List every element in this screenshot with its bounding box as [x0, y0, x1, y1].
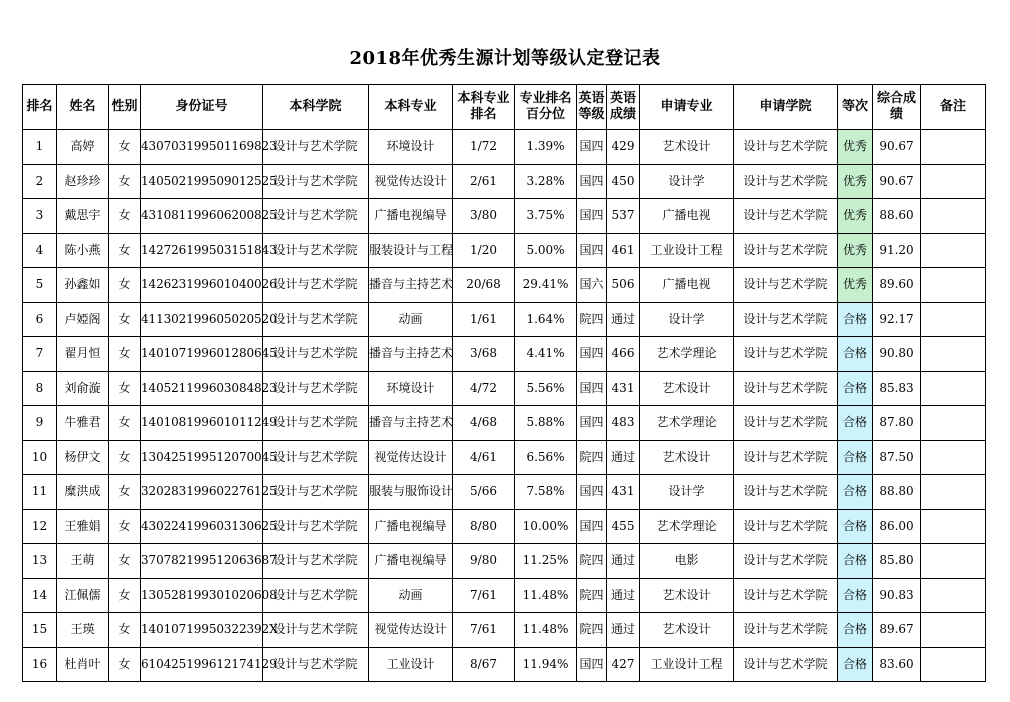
cell-apply-major: 广播电视: [640, 199, 734, 234]
cell-apply-major: 艺术设计: [640, 578, 734, 613]
cell-name: 江佩儒: [57, 578, 109, 613]
cell-grade: 优秀: [838, 268, 873, 303]
cell-major-rank: 1/72: [453, 130, 515, 165]
cell-id-card: 430703199501169823: [141, 130, 263, 165]
cell-undergrad-school: 设计与艺术学院: [263, 371, 369, 406]
cell-id-card: 370782199512063687: [141, 544, 263, 579]
cell-rank: 13: [23, 544, 57, 579]
cell-english-level: 国四: [577, 199, 607, 234]
cell-grade: 合格: [838, 371, 873, 406]
cell-gender: 女: [109, 613, 141, 648]
header-major-percentile: 专业排名百分位: [515, 85, 577, 130]
cell-english-level: 院四: [577, 302, 607, 337]
table-row: [23, 233, 986, 268]
cell-id-card: 142623199601040026: [141, 268, 263, 303]
cell-name: 王雅娟: [57, 509, 109, 544]
cell-rank: 11: [23, 475, 57, 510]
table-body: [23, 130, 986, 682]
header-remark: 备注: [921, 85, 986, 130]
cell-undergrad-school: 设计与艺术学院: [263, 406, 369, 441]
cell-rank: 16: [23, 647, 57, 682]
cell-grade: 合格: [838, 440, 873, 475]
cell-english-level: 院四: [577, 544, 607, 579]
cell-gender: 女: [109, 578, 141, 613]
cell-apply-major: 艺术设计: [640, 613, 734, 648]
cell-gender: 女: [109, 302, 141, 337]
cell-apply-school: 设计与艺术学院: [734, 130, 838, 165]
cell-gender: 女: [109, 544, 141, 579]
cell-composite: 91.20: [873, 233, 921, 268]
cell-apply-major: 工业设计工程: [640, 647, 734, 682]
cell-major-percentile: 10.00%: [515, 509, 577, 544]
cell-grade: 合格: [838, 475, 873, 510]
cell-undergrad-school: 设计与艺术学院: [263, 337, 369, 372]
header-apply-school: 申请学院: [734, 85, 838, 130]
cell-major-percentile: 1.39%: [515, 130, 577, 165]
cell-remark: [921, 337, 986, 372]
cell-apply-school: 设计与艺术学院: [734, 233, 838, 268]
header-english-score: 英语成绩: [607, 85, 640, 130]
cell-undergrad-major: 广播电视编导: [369, 544, 453, 579]
cell-major-rank: 1/61: [453, 302, 515, 337]
cell-name: 刘俞漩: [57, 371, 109, 406]
cell-grade: 优秀: [838, 164, 873, 199]
cell-composite: 90.80: [873, 337, 921, 372]
cell-composite: 88.60: [873, 199, 921, 234]
cell-id-card: 130425199512070045: [141, 440, 263, 475]
cell-english-score: 461: [607, 233, 640, 268]
cell-composite: 85.80: [873, 544, 921, 579]
cell-grade: 优秀: [838, 199, 873, 234]
cell-apply-major: 艺术学理论: [640, 406, 734, 441]
cell-major-percentile: 11.94%: [515, 647, 577, 682]
cell-major-percentile: 11.48%: [515, 613, 577, 648]
cell-major-rank: 1/20: [453, 233, 515, 268]
cell-remark: [921, 544, 986, 579]
cell-grade: 合格: [838, 337, 873, 372]
cell-major-rank: 7/61: [453, 578, 515, 613]
cell-undergrad-major: 播音与主持艺术: [369, 268, 453, 303]
cell-undergrad-school: 设计与艺术学院: [263, 578, 369, 613]
cell-id-card: 140107199601280645: [141, 337, 263, 372]
table-row: [23, 268, 986, 303]
cell-apply-major: 电影: [640, 544, 734, 579]
cell-composite: 85.83: [873, 371, 921, 406]
cell-major-rank: 5/66: [453, 475, 515, 510]
cell-apply-major: 艺术设计: [640, 440, 734, 475]
cell-major-percentile: 11.48%: [515, 578, 577, 613]
header-name: 姓名: [57, 85, 109, 130]
cell-apply-major: 艺术设计: [640, 371, 734, 406]
cell-remark: [921, 475, 986, 510]
cell-name: 糜洪成: [57, 475, 109, 510]
cell-apply-school: 设计与艺术学院: [734, 199, 838, 234]
cell-gender: 女: [109, 337, 141, 372]
cell-rank: 4: [23, 233, 57, 268]
header-gender: 性别: [109, 85, 141, 130]
cell-undergrad-major: 播音与主持艺术: [369, 337, 453, 372]
cell-composite: 90.67: [873, 164, 921, 199]
cell-remark: [921, 440, 986, 475]
cell-grade: 合格: [838, 509, 873, 544]
header-english-level: 英语等级: [577, 85, 607, 130]
table-row: [23, 337, 986, 372]
header-major-rank: 本科专业排名: [453, 85, 515, 130]
cell-english-level: 国六: [577, 268, 607, 303]
cell-major-percentile: 4.41%: [515, 337, 577, 372]
header-grade: 等次: [838, 85, 873, 130]
cell-english-score: 通过: [607, 302, 640, 337]
cell-apply-school: 设计与艺术学院: [734, 578, 838, 613]
cell-apply-school: 设计与艺术学院: [734, 164, 838, 199]
cell-rank: 15: [23, 613, 57, 648]
cell-id-card: 14010719950322392X: [141, 613, 263, 648]
cell-name: 赵珍珍: [57, 164, 109, 199]
cell-gender: 女: [109, 406, 141, 441]
cell-apply-major: 艺术学理论: [640, 337, 734, 372]
cell-english-score: 427: [607, 647, 640, 682]
cell-name: 杜肖叶: [57, 647, 109, 682]
cell-remark: [921, 302, 986, 337]
header-undergrad-major: 本科专业: [369, 85, 453, 130]
table-row: [23, 371, 986, 406]
cell-undergrad-school: 设计与艺术学院: [263, 233, 369, 268]
cell-undergrad-school: 设计与艺术学院: [263, 475, 369, 510]
cell-name: 戴思宇: [57, 199, 109, 234]
cell-undergrad-school: 设计与艺术学院: [263, 302, 369, 337]
cell-undergrad-major: 视觉传达设计: [369, 164, 453, 199]
cell-major-percentile: 5.56%: [515, 371, 577, 406]
cell-remark: [921, 199, 986, 234]
cell-composite: 89.67: [873, 613, 921, 648]
table-row: [23, 544, 986, 579]
cell-major-percentile: 1.64%: [515, 302, 577, 337]
cell-composite: 86.00: [873, 509, 921, 544]
cell-english-level: 国四: [577, 647, 607, 682]
header-row: [23, 85, 986, 130]
cell-name: 王萌: [57, 544, 109, 579]
cell-english-score: 506: [607, 268, 640, 303]
cell-apply-school: 设计与艺术学院: [734, 440, 838, 475]
cell-english-level: 国四: [577, 337, 607, 372]
cell-undergrad-major: 视觉传达设计: [369, 440, 453, 475]
cell-apply-major: 艺术学理论: [640, 509, 734, 544]
cell-english-level: 国四: [577, 371, 607, 406]
cell-gender: 女: [109, 647, 141, 682]
cell-name: 孙鑫如: [57, 268, 109, 303]
cell-id-card: 140108199601011249: [141, 406, 263, 441]
cell-remark: [921, 130, 986, 165]
cell-apply-major: 艺术设计: [640, 130, 734, 165]
cell-major-percentile: 3.75%: [515, 199, 577, 234]
cell-rank: 6: [23, 302, 57, 337]
cell-remark: [921, 164, 986, 199]
cell-apply-school: 设计与艺术学院: [734, 509, 838, 544]
cell-english-score: 通过: [607, 440, 640, 475]
cell-id-card: 610425199612174129: [141, 647, 263, 682]
page-title: 2018年优秀生源计划等级认定登记表: [349, 48, 661, 69]
cell-apply-school: 设计与艺术学院: [734, 268, 838, 303]
cell-english-score: 455: [607, 509, 640, 544]
cell-apply-school: 设计与艺术学院: [734, 475, 838, 510]
cell-id-card: 140521199603084823: [141, 371, 263, 406]
cell-remark: [921, 613, 986, 648]
cell-undergrad-major: 环境设计: [369, 130, 453, 165]
cell-grade: 合格: [838, 406, 873, 441]
cell-major-rank: 3/80: [453, 199, 515, 234]
cell-id-card: 130528199301020608: [141, 578, 263, 613]
cell-english-score: 483: [607, 406, 640, 441]
cell-major-rank: 8/67: [453, 647, 515, 682]
cell-undergrad-school: 设计与艺术学院: [263, 164, 369, 199]
cell-rank: 1: [23, 130, 57, 165]
table-row: [23, 199, 986, 234]
cell-apply-school: 设计与艺术学院: [734, 337, 838, 372]
cell-english-score: 通过: [607, 544, 640, 579]
cell-major-percentile: 5.88%: [515, 406, 577, 441]
cell-apply-major: 广播电视: [640, 268, 734, 303]
cell-apply-school: 设计与艺术学院: [734, 371, 838, 406]
cell-gender: 女: [109, 268, 141, 303]
cell-name: 高婷: [57, 130, 109, 165]
cell-english-level: 国四: [577, 164, 607, 199]
cell-id-card: 142726199503151843: [141, 233, 263, 268]
cell-major-rank: 3/68: [453, 337, 515, 372]
cell-undergrad-school: 设计与艺术学院: [263, 440, 369, 475]
cell-rank: 14: [23, 578, 57, 613]
table-row: [23, 130, 986, 165]
cell-english-score: 450: [607, 164, 640, 199]
cell-composite: 87.50: [873, 440, 921, 475]
cell-composite: 83.60: [873, 647, 921, 682]
cell-rank: 10: [23, 440, 57, 475]
cell-major-percentile: 3.28%: [515, 164, 577, 199]
cell-name: 王瑛: [57, 613, 109, 648]
cell-grade: 合格: [838, 578, 873, 613]
cell-rank: 3: [23, 199, 57, 234]
cell-major-percentile: 6.56%: [515, 440, 577, 475]
cell-english-level: 国四: [577, 475, 607, 510]
cell-composite: 88.80: [873, 475, 921, 510]
cell-rank: 12: [23, 509, 57, 544]
registration-table: [22, 84, 986, 682]
cell-composite: 90.67: [873, 130, 921, 165]
cell-remark: [921, 406, 986, 441]
cell-undergrad-school: 设计与艺术学院: [263, 268, 369, 303]
cell-composite: 90.83: [873, 578, 921, 613]
cell-composite: 92.17: [873, 302, 921, 337]
cell-english-level: 院四: [577, 578, 607, 613]
cell-gender: 女: [109, 199, 141, 234]
cell-undergrad-school: 设计与艺术学院: [263, 509, 369, 544]
cell-composite: 87.80: [873, 406, 921, 441]
cell-apply-school: 设计与艺术学院: [734, 406, 838, 441]
cell-gender: 女: [109, 371, 141, 406]
cell-apply-major: 设计学: [640, 164, 734, 199]
cell-english-score: 431: [607, 371, 640, 406]
cell-remark: [921, 647, 986, 682]
cell-name: 杨伊文: [57, 440, 109, 475]
cell-major-rank: 2/61: [453, 164, 515, 199]
cell-grade: 合格: [838, 647, 873, 682]
cell-grade: 优秀: [838, 130, 873, 165]
table-row: [23, 613, 986, 648]
cell-grade: 合格: [838, 544, 873, 579]
cell-english-score: 466: [607, 337, 640, 372]
cell-id-card: 140502199509012525: [141, 164, 263, 199]
cell-major-percentile: 11.25%: [515, 544, 577, 579]
cell-major-rank: 4/68: [453, 406, 515, 441]
cell-id-card: 411302199605020520: [141, 302, 263, 337]
table-row: [23, 578, 986, 613]
cell-id-card: 320283199602276125: [141, 475, 263, 510]
cell-apply-school: 设计与艺术学院: [734, 302, 838, 337]
table-row: [23, 302, 986, 337]
cell-rank: 7: [23, 337, 57, 372]
cell-name: 卢婭阁: [57, 302, 109, 337]
cell-english-level: 院四: [577, 440, 607, 475]
table-row: [23, 440, 986, 475]
cell-undergrad-school: 设计与艺术学院: [263, 647, 369, 682]
cell-undergrad-major: 视觉传达设计: [369, 613, 453, 648]
cell-undergrad-major: 环境设计: [369, 371, 453, 406]
cell-undergrad-major: 服装与服饰设计: [369, 475, 453, 510]
cell-apply-major: 工业设计工程: [640, 233, 734, 268]
cell-grade: 合格: [838, 613, 873, 648]
cell-name: 牛雅君: [57, 406, 109, 441]
cell-gender: 女: [109, 440, 141, 475]
cell-english-score: 429: [607, 130, 640, 165]
cell-remark: [921, 371, 986, 406]
cell-major-percentile: 5.00%: [515, 233, 577, 268]
cell-remark: [921, 509, 986, 544]
cell-id-card: 431081199606200825: [141, 199, 263, 234]
table-row: [23, 406, 986, 441]
cell-undergrad-major: 服装设计与工程: [369, 233, 453, 268]
cell-apply-school: 设计与艺术学院: [734, 544, 838, 579]
cell-major-percentile: 29.41%: [515, 268, 577, 303]
cell-undergrad-school: 设计与艺术学院: [263, 199, 369, 234]
cell-undergrad-major: 动画: [369, 578, 453, 613]
cell-rank: 2: [23, 164, 57, 199]
cell-remark: [921, 268, 986, 303]
table-row: [23, 164, 986, 199]
cell-english-level: 国四: [577, 233, 607, 268]
cell-major-rank: 7/61: [453, 613, 515, 648]
header-rank: 排名: [23, 85, 57, 130]
cell-major-rank: 4/72: [453, 371, 515, 406]
cell-major-rank: 9/80: [453, 544, 515, 579]
cell-english-score: 537: [607, 199, 640, 234]
header-composite: 综合成绩: [873, 85, 921, 130]
cell-gender: 女: [109, 509, 141, 544]
cell-undergrad-school: 设计与艺术学院: [263, 130, 369, 165]
cell-rank: 8: [23, 371, 57, 406]
cell-remark: [921, 578, 986, 613]
cell-undergrad-major: 广播电视编导: [369, 199, 453, 234]
cell-english-score: 通过: [607, 613, 640, 648]
cell-undergrad-major: 工业设计: [369, 647, 453, 682]
cell-rank: 5: [23, 268, 57, 303]
cell-rank: 9: [23, 406, 57, 441]
cell-english-score: 431: [607, 475, 640, 510]
cell-apply-school: 设计与艺术学院: [734, 647, 838, 682]
cell-apply-school: 设计与艺术学院: [734, 613, 838, 648]
cell-major-rank: 20/68: [453, 268, 515, 303]
cell-apply-major: 设计学: [640, 475, 734, 510]
cell-gender: 女: [109, 233, 141, 268]
cell-undergrad-major: 播音与主持艺术: [369, 406, 453, 441]
cell-english-score: 通过: [607, 578, 640, 613]
table-row: [23, 475, 986, 510]
cell-apply-major: 设计学: [640, 302, 734, 337]
cell-major-percentile: 7.58%: [515, 475, 577, 510]
header-apply-major: 申请专业: [640, 85, 734, 130]
cell-composite: 89.60: [873, 268, 921, 303]
cell-gender: 女: [109, 164, 141, 199]
header-id-card: 身份证号: [141, 85, 263, 130]
table-row: [23, 647, 986, 682]
table-row: [23, 509, 986, 544]
cell-english-level: 院四: [577, 613, 607, 648]
cell-english-level: 国四: [577, 406, 607, 441]
cell-major-rank: 8/80: [453, 509, 515, 544]
cell-gender: 女: [109, 475, 141, 510]
cell-english-level: 国四: [577, 509, 607, 544]
cell-english-level: 国四: [577, 130, 607, 165]
cell-major-rank: 4/61: [453, 440, 515, 475]
cell-remark: [921, 233, 986, 268]
cell-grade: 合格: [838, 302, 873, 337]
cell-grade: 优秀: [838, 233, 873, 268]
header-undergrad-school: 本科学院: [263, 85, 369, 130]
cell-name: 陈小燕: [57, 233, 109, 268]
cell-id-card: 430224199603130625: [141, 509, 263, 544]
cell-undergrad-school: 设计与艺术学院: [263, 613, 369, 648]
cell-undergrad-school: 设计与艺术学院: [263, 544, 369, 579]
cell-name: 翟月恒: [57, 337, 109, 372]
cell-undergrad-major: 动画: [369, 302, 453, 337]
cell-undergrad-major: 广播电视编导: [369, 509, 453, 544]
cell-gender: 女: [109, 130, 141, 165]
